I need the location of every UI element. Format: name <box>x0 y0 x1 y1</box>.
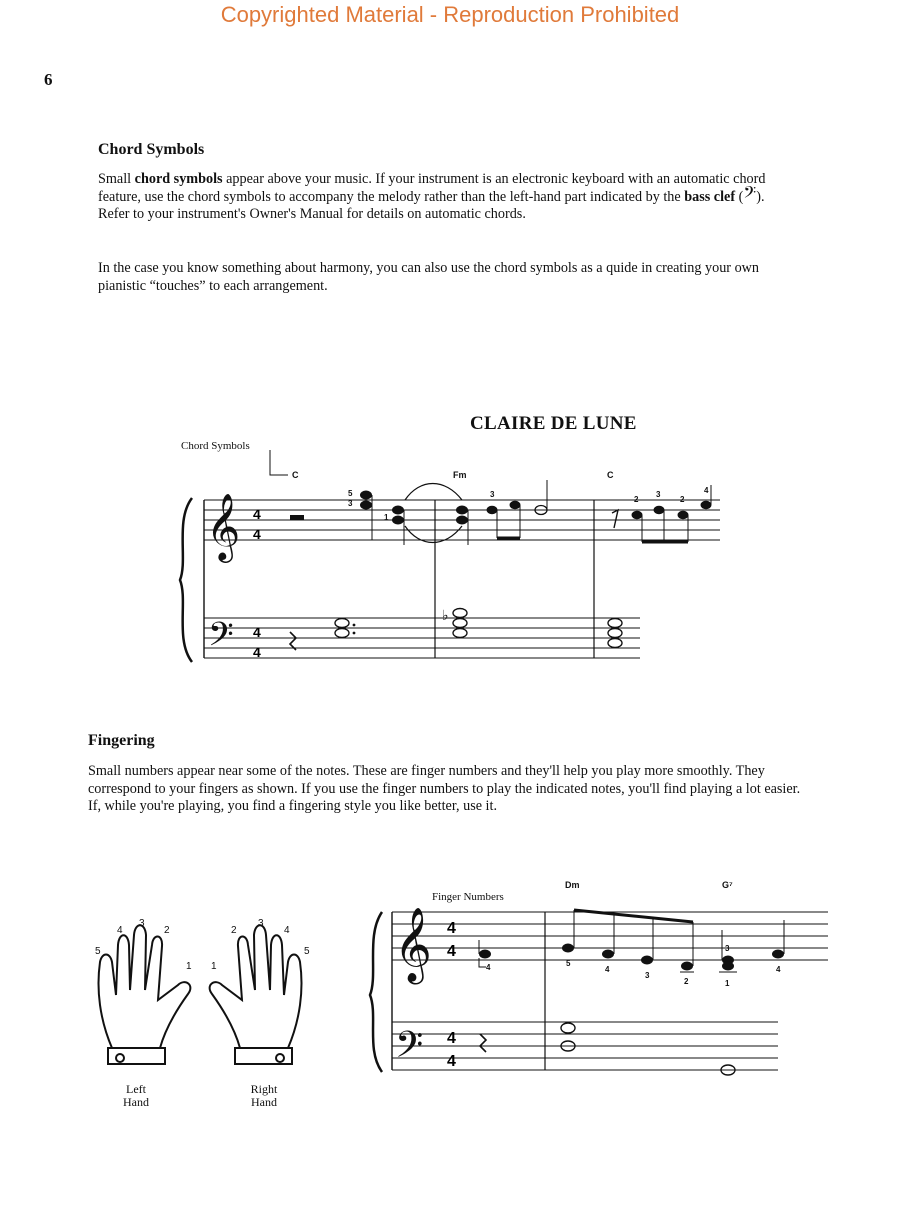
chord-symbol-2: Fm <box>453 470 467 480</box>
chord-symbol-1: C <box>292 470 299 480</box>
section-heading-chord-symbols: Chord Symbols <box>98 141 205 158</box>
svg-text:4: 4 <box>447 943 456 960</box>
time-signature-top: 4 <box>253 506 261 522</box>
song-title: CLAIRE DE LUNE <box>470 413 637 434</box>
left-hand-finger-number: 2 <box>164 925 170 936</box>
right-hand-finger-number: 3 <box>258 918 264 929</box>
quarter-rest-2 <box>480 1034 486 1052</box>
time-signature-bottom-bass: 4 <box>253 644 261 660</box>
bass-clef-icon: 𝄢 <box>743 181 757 206</box>
right-hand-finger-number: 1 <box>211 961 217 972</box>
treble-clef-icon: 𝄞 <box>206 492 241 560</box>
bass-clef-icon-staff: 𝄢 <box>208 616 234 662</box>
finger-number: 3 <box>656 490 661 499</box>
svg-text:4: 4 <box>447 1030 456 1047</box>
finger-number: 3 <box>645 971 650 980</box>
finger-number: 3 <box>348 499 353 508</box>
finger-number: 4 <box>704 486 709 495</box>
finger-number: 2 <box>634 495 639 504</box>
chord-symbols-paragraph-2: In the case you know something about harmony, you can also use the chord symbols as a quide in creating your own pianistic “touches” to each arrangement. <box>98 260 760 294</box>
finger-number: 1 <box>384 513 389 522</box>
watermark: Copyrighted Material - Reproduction Prohibited <box>220 2 680 27</box>
chord-symbol-dm: Dm <box>565 880 580 890</box>
final-note <box>772 920 784 959</box>
left-hand-label-2: Hand <box>123 1095 149 1109</box>
left-hand-finger-number: 3 <box>139 918 145 929</box>
svg-text:4: 4 <box>447 920 456 937</box>
finger-number: 3 <box>725 944 730 953</box>
right-hand-finger-number: 5 <box>304 946 310 957</box>
finger-numbers-annotation: Finger Numbers <box>432 891 504 903</box>
p1-text-b: appear above your music. If your instrument is an electronic keyboard with an automatic chord feature, use the chord symbols to accompany the melody rather than the left-hand part indicated by the <box>98 171 766 205</box>
left-hand-finger-number: 5 <box>95 946 101 957</box>
svg-text:♭: ♭ <box>442 609 449 624</box>
finger-number: 4 <box>605 965 610 974</box>
p1-text-c: ( <box>735 188 744 205</box>
left-hand-finger-number: 1 <box>186 961 192 972</box>
chord-symbols-annotation: Chord Symbols <box>181 440 250 452</box>
p1-bold-chord-symbols: chord symbols <box>134 171 223 187</box>
fingering-paragraph: Small numbers appear near some of the notes. These are finger numbers and they'll help you play more smoothly. They correspond to your fingers as shown. If you use the finger numbers to play the indicated notes, you'll find playing a lot easier. If, while you're playing, you find a fingering style you like better, use it. <box>88 763 801 814</box>
p1-bold-bass-clef: bass clef <box>684 188 736 205</box>
finger-number: 2 <box>680 495 685 504</box>
right-hand-label-2: Hand <box>251 1095 277 1109</box>
finger-number: 1 <box>725 979 730 988</box>
finger-number: 4 <box>776 965 781 974</box>
grand-staff-brace-2 <box>370 912 382 1072</box>
finger-number: 4 <box>486 963 491 972</box>
beamed-descending-notes <box>562 910 693 971</box>
chord-symbol-g7: G⁷ <box>722 880 733 890</box>
time-signature-top-bass: 4 <box>253 624 261 640</box>
left-hand-label-1: Left <box>126 1082 146 1096</box>
page-number: 6 <box>44 70 53 89</box>
p1-text-d: ). Refer to your instrument's Owner's Manual for details on automatic chords. <box>98 188 765 222</box>
finger-number: 3 <box>490 490 495 499</box>
right-hand-label-1: Right <box>250 1082 278 1096</box>
right-hand-finger-number: 4 <box>284 925 290 936</box>
treble-clef-icon-2: 𝄞 <box>394 908 432 982</box>
svg-text:4: 4 <box>447 1053 456 1070</box>
finger-number: 5 <box>566 959 571 968</box>
section-heading-fingering: Fingering <box>88 732 155 749</box>
left-hand-finger-number: 4 <box>117 925 123 936</box>
bass-clef-icon-2: 𝄢 <box>395 1024 424 1075</box>
time-signature-bottom: 4 <box>253 526 261 542</box>
finger-number: 2 <box>684 977 689 986</box>
p1-text-a: Small <box>98 171 135 187</box>
bass-whole-notes <box>561 1023 735 1075</box>
right-hand-finger-number: 2 <box>231 925 237 936</box>
chord-symbol-3: C <box>607 470 614 480</box>
finger-number: 5 <box>348 489 353 498</box>
